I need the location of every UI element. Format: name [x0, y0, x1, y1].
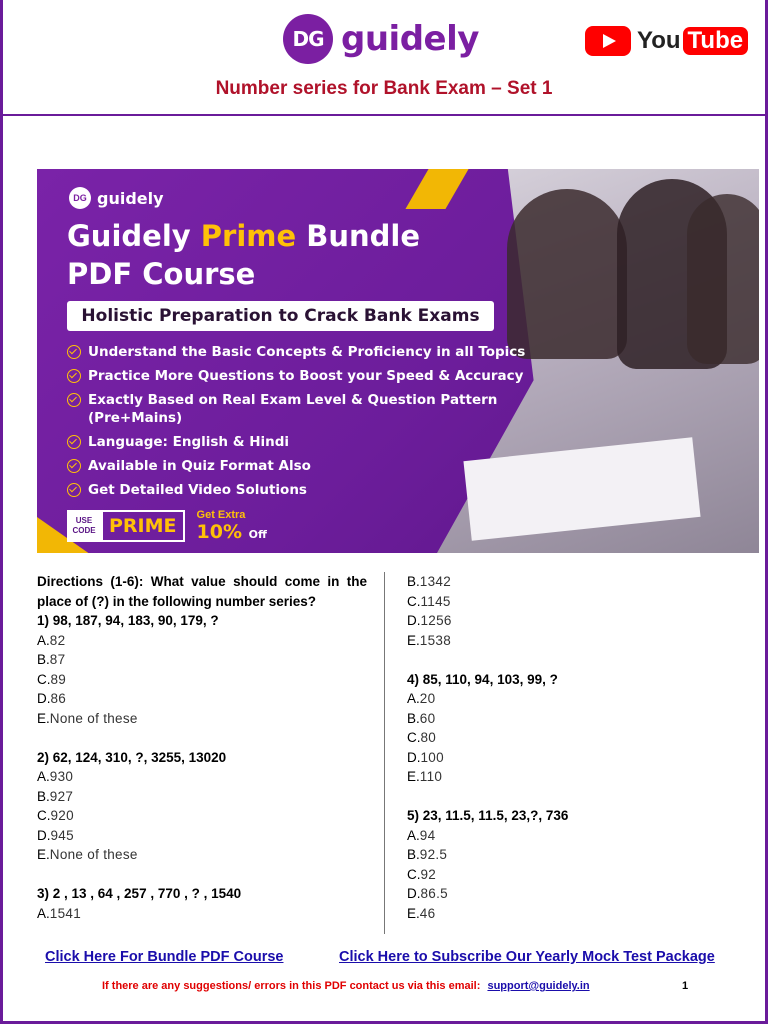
option-letter: A. — [37, 632, 50, 648]
option-letter: A. — [37, 905, 50, 921]
student-figure — [687, 194, 759, 364]
option-a — [37, 631, 367, 651]
banner-accent-stripe — [405, 169, 468, 209]
option-d — [37, 826, 367, 846]
youtube-play-icon — [585, 26, 631, 56]
option-letter: C. — [407, 593, 421, 609]
spacer — [407, 787, 737, 807]
option-d — [407, 611, 737, 631]
option-value: 100 — [420, 749, 444, 765]
option-letter: C. — [37, 808, 51, 823]
page-header — [0, 0, 768, 116]
option-letter: A. — [407, 691, 420, 706]
option-value: 92 — [420, 866, 437, 882]
check-circle-icon — [67, 345, 81, 359]
option-value: None of these — [49, 847, 138, 862]
option-letter: E. — [407, 632, 420, 648]
option-d — [407, 748, 737, 768]
youtube-tube-text: Tube — [683, 27, 749, 55]
feature-item: Understand the Basic Concepts & Proficiency in all Topics — [67, 343, 525, 361]
promo-banner[interactable] — [37, 169, 759, 553]
guidely-logo-text: guidely — [341, 19, 479, 59]
option-letter: E. — [407, 769, 420, 784]
option-value: None of these — [49, 710, 138, 726]
option-e — [37, 845, 367, 865]
support-email-link[interactable]: support@guidely.in — [487, 980, 590, 992]
left-column — [37, 572, 367, 923]
option-letter: B. — [407, 847, 420, 862]
option-value: 86 — [50, 691, 67, 706]
option-letter: B. — [37, 652, 50, 667]
contact-note — [102, 980, 590, 992]
check-circle-icon — [67, 459, 81, 473]
option-value: 930 — [49, 769, 74, 784]
bundle-pdf-course-link[interactable]: Click Here For Bundle PDF Course — [45, 949, 284, 965]
option-b — [407, 845, 737, 865]
banner-title-accent: Prime — [200, 219, 297, 253]
option-c — [37, 670, 367, 690]
option-a — [37, 904, 367, 924]
question-5: 5) 23, 11.5, 11.5, 23,?, 736 — [407, 808, 569, 823]
option-letter: E. — [407, 905, 420, 921]
banner-logo-icon: DG — [69, 187, 91, 209]
feature-item: Available in Quiz Format Also — [67, 457, 525, 475]
option-value: 1538 — [419, 632, 451, 648]
header-divider — [0, 114, 768, 116]
option-letter: C. — [37, 671, 51, 687]
option-c — [37, 806, 367, 826]
option-e — [407, 904, 737, 924]
question-1: 1) 98, 187, 94, 183, 90, 179, ? — [37, 613, 219, 628]
option-letter: C. — [407, 866, 421, 882]
page-number: 1 — [682, 980, 689, 992]
option-value: 87 — [49, 652, 66, 667]
option-b — [407, 709, 737, 729]
spacer — [37, 865, 367, 885]
option-b — [407, 572, 737, 592]
column-divider — [384, 572, 385, 934]
option-d — [37, 689, 367, 709]
option-letter: A. — [407, 827, 420, 843]
right-column — [407, 572, 737, 923]
subscribe-mock-test-link[interactable]: Click Here to Subscribe Our Yearly Mock Test Package — [339, 949, 715, 965]
option-letter: B. — [407, 710, 420, 726]
check-circle-icon — [67, 369, 81, 383]
check-circle-icon — [67, 483, 81, 497]
option-value: 1541 — [49, 905, 81, 921]
option-c — [407, 592, 737, 612]
check-circle-icon — [67, 393, 81, 407]
banner-feature-list — [67, 343, 525, 505]
option-letter: E. — [37, 847, 50, 862]
option-letter: D. — [37, 691, 51, 706]
option-value: 82 — [49, 632, 66, 648]
youtube-you-text: You — [637, 27, 681, 54]
banner-title-line1 — [67, 219, 420, 253]
question-3: 3) 2 , 13 , 64 , 257 , 770 , ? , 1540 — [37, 886, 242, 901]
option-letter: B. — [37, 788, 50, 804]
option-value: 86.5 — [420, 886, 448, 901]
option-value: 1256 — [420, 613, 452, 628]
student-figure — [507, 189, 627, 359]
option-value: 60 — [419, 710, 436, 726]
option-a — [407, 826, 737, 846]
feature-item: Get Detailed Video Solutions — [67, 481, 525, 499]
banner-tagline: Holistic Preparation to Crack Bank Exams — [67, 301, 494, 331]
question-2: 2) 62, 124, 310, ?, 3255, 13020 — [37, 749, 227, 765]
discount-value: 10% — [196, 521, 242, 543]
feature-item: Language: English & Hindi — [67, 433, 525, 451]
option-value: 945 — [50, 827, 74, 843]
option-value: 80 — [420, 730, 437, 745]
option-e — [407, 631, 737, 651]
banner-title-part2: Bundle — [296, 219, 421, 253]
feature-item: Exactly Based on Real Exam Level & Question Pattern (Pre+Mains) — [67, 391, 525, 427]
option-c — [407, 728, 737, 748]
option-value: 20 — [419, 691, 436, 706]
discount-suffix: Off — [248, 528, 267, 541]
option-c — [407, 865, 737, 885]
option-letter: D. — [407, 749, 421, 765]
directions-text: Directions (1-6): What value should come in the place of (?) in the following number series? — [37, 574, 367, 609]
option-value: 92.5 — [419, 847, 448, 862]
option-value: 1342 — [419, 574, 451, 589]
option-letter: B. — [407, 574, 420, 589]
question-4: 4) 85, 110, 94, 103, 99, ? — [407, 671, 558, 687]
discount-label: Get Extra — [196, 509, 246, 521]
option-letter: D. — [407, 886, 421, 901]
banner-title-part1: Guidely — [67, 219, 201, 253]
spacer — [37, 728, 367, 748]
option-value: 1145 — [420, 593, 451, 609]
option-e — [407, 767, 737, 787]
footer-links — [0, 949, 768, 969]
option-letter: D. — [37, 827, 51, 843]
spacer — [407, 650, 737, 670]
option-d — [407, 884, 737, 904]
feature-item: Practice More Questions to Boost your Speed & Accuracy — [67, 367, 525, 385]
discount-value-line — [197, 521, 267, 543]
banner-logo — [69, 187, 164, 209]
option-a — [407, 689, 737, 709]
guidely-logo-icon: DG — [283, 14, 333, 64]
option-e — [37, 709, 367, 729]
option-letter: C. — [407, 730, 421, 745]
use-code-label: USE CODE — [67, 510, 101, 542]
option-letter: D. — [407, 613, 421, 628]
option-value: 46 — [419, 905, 436, 921]
promo-code-box — [67, 509, 267, 543]
option-value: 110 — [419, 769, 443, 784]
youtube-logo[interactable] — [585, 26, 748, 56]
discount-offer — [197, 509, 267, 543]
promo-code: PRIME — [101, 510, 185, 542]
banner-title-line2: PDF Course — [67, 257, 256, 291]
option-value: 89 — [50, 671, 67, 687]
banner-logo-text: guidely — [97, 188, 164, 208]
contact-note-text: If there are any suggestions/ errors in this PDF contact us via this email: — [102, 980, 481, 992]
option-a — [37, 767, 367, 787]
option-letter: A. — [37, 769, 50, 784]
check-circle-icon — [67, 435, 81, 449]
document-title: Number series for Bank Exam – Set 1 — [215, 78, 553, 99]
option-b — [37, 787, 367, 807]
guidely-logo[interactable] — [283, 14, 479, 64]
option-value: 94 — [419, 827, 436, 843]
option-letter: E. — [37, 710, 50, 726]
option-value: 920 — [50, 808, 74, 823]
option-value: 927 — [49, 788, 74, 804]
option-b — [37, 650, 367, 670]
